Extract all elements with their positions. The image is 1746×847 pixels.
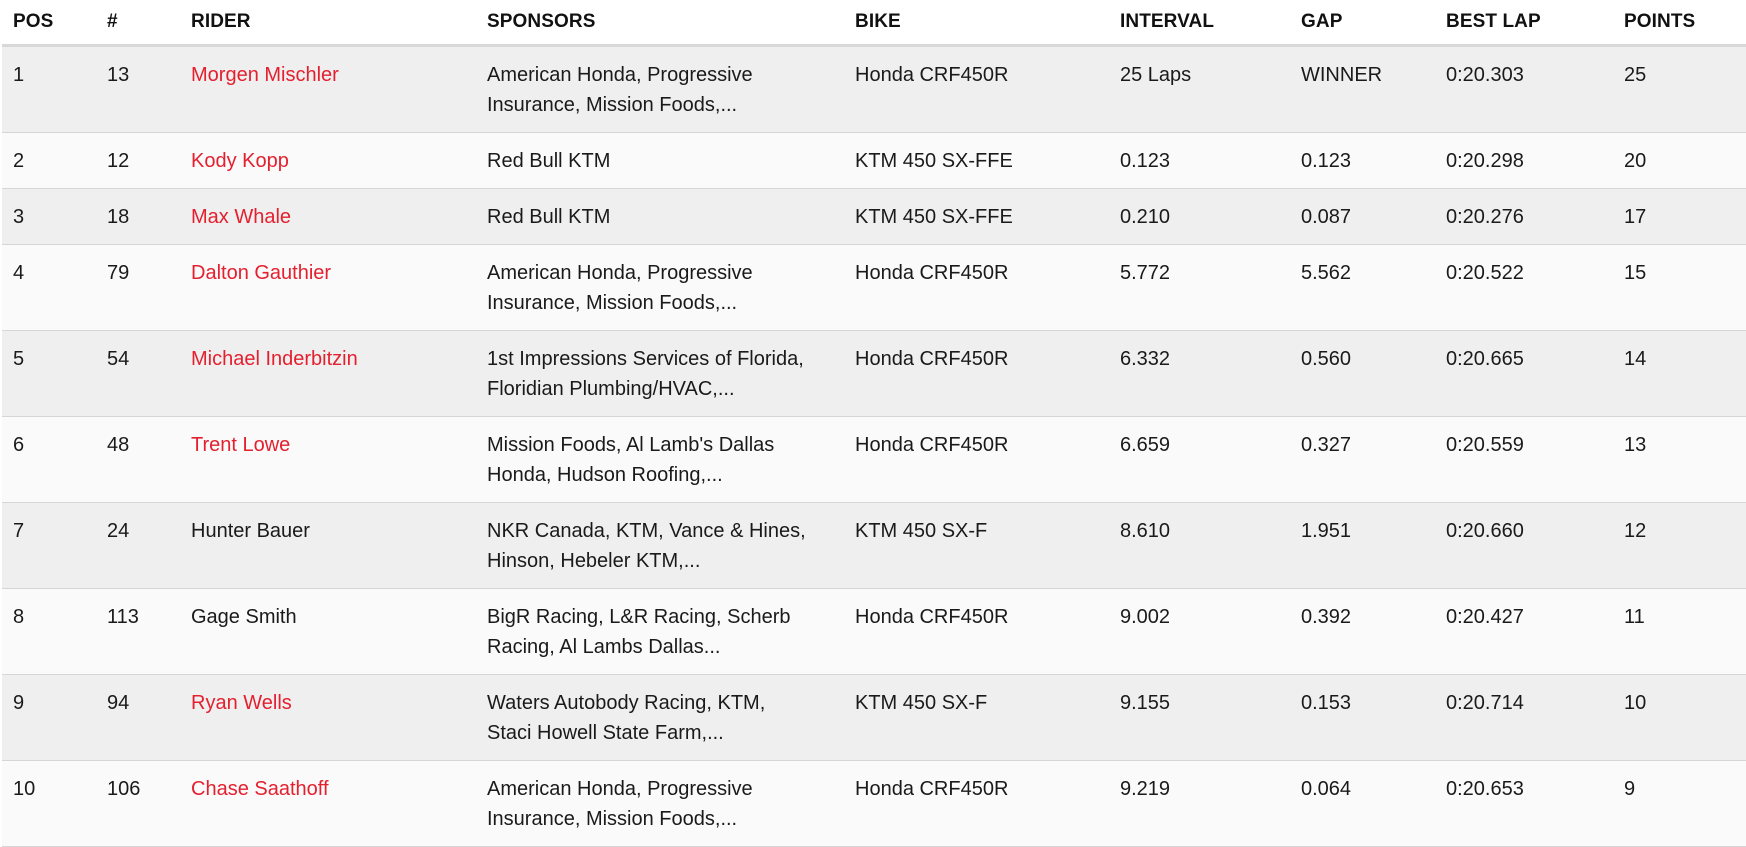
cell-pos: 1 <box>2 46 96 133</box>
cell-number: 12 <box>96 133 180 189</box>
cell-number: 113 <box>96 589 180 675</box>
table-row <box>2 503 1746 589</box>
cell-bike: KTM 450 SX-FFE <box>844 133 1109 189</box>
sponsors-line: Mission Foods, Al Lamb's Dallas <box>487 434 775 456</box>
column-header-rider[interactable]: RIDER <box>180 0 476 46</box>
cell-rider <box>180 417 476 503</box>
cell-sponsors <box>476 133 844 189</box>
cell-sponsors <box>476 245 844 331</box>
cell-gap: 0.153 <box>1290 675 1435 761</box>
cell-number: 79 <box>96 245 180 331</box>
cell-rider <box>180 189 476 245</box>
cell-pos: 2 <box>2 133 96 189</box>
column-header-gap[interactable]: GAP <box>1290 0 1435 46</box>
table-header <box>2 0 1746 46</box>
cell-pos: 8 <box>2 589 96 675</box>
cell-sponsors <box>476 46 844 133</box>
rider-name: Hunter Bauer <box>191 520 310 542</box>
cell-interval: 9.219 <box>1109 761 1290 847</box>
sponsors-line: Red Bull KTM <box>487 206 611 228</box>
column-header-points[interactable]: POINTS <box>1613 0 1746 46</box>
cell-gap: 0.087 <box>1290 189 1435 245</box>
cell-bike: Honda CRF450R <box>844 245 1109 331</box>
cell-sponsors <box>476 189 844 245</box>
cell-points: 10 <box>1613 675 1746 761</box>
rider-link[interactable]: Morgen Mischler <box>191 64 339 86</box>
sponsors-line: Waters Autobody Racing, KTM, <box>487 692 766 714</box>
sponsors-line: Insurance, Mission Foods,... <box>487 808 738 830</box>
cell-rider <box>180 46 476 133</box>
column-header-sponsors[interactable]: SPONSORS <box>476 0 844 46</box>
sponsors-line: NKR Canada, KTM, Vance & Hines, <box>487 520 806 542</box>
cell-interval: 0.123 <box>1109 133 1290 189</box>
sponsors-line: American Honda, Progressive <box>487 778 753 800</box>
cell-gap: 0.327 <box>1290 417 1435 503</box>
cell-bike: KTM 450 SX-FFE <box>844 189 1109 245</box>
table-row <box>2 46 1746 133</box>
sponsors-line: 1st Impressions Services of Florida, <box>487 348 804 370</box>
cell-rider <box>180 503 476 589</box>
cell-points: 25 <box>1613 46 1746 133</box>
cell-interval: 5.772 <box>1109 245 1290 331</box>
cell-points: 20 <box>1613 133 1746 189</box>
cell-points: 13 <box>1613 417 1746 503</box>
table-body <box>2 46 1746 847</box>
cell-bike: KTM 450 SX-F <box>844 675 1109 761</box>
sponsors-line: BigR Racing, L&R Racing, Scherb <box>487 606 791 628</box>
table-row <box>2 417 1746 503</box>
table-row <box>2 245 1746 331</box>
cell-interval: 25 Laps <box>1109 46 1290 133</box>
cell-best-lap: 0:20.303 <box>1435 46 1613 133</box>
cell-best-lap: 0:20.276 <box>1435 189 1613 245</box>
cell-interval: 6.659 <box>1109 417 1290 503</box>
cell-sponsors <box>476 589 844 675</box>
sponsors-line: Staci Howell State Farm,... <box>487 722 724 744</box>
rider-link[interactable]: Ryan Wells <box>191 692 292 714</box>
cell-best-lap: 0:20.653 <box>1435 761 1613 847</box>
cell-sponsors <box>476 761 844 847</box>
table-row <box>2 589 1746 675</box>
cell-best-lap: 0:20.559 <box>1435 417 1613 503</box>
cell-number: 54 <box>96 331 180 417</box>
cell-rider <box>180 245 476 331</box>
cell-sponsors <box>476 417 844 503</box>
sponsors-line: Floridian Plumbing/HVAC,... <box>487 378 735 400</box>
cell-bike: Honda CRF450R <box>844 46 1109 133</box>
cell-points: 17 <box>1613 189 1746 245</box>
cell-pos: 4 <box>2 245 96 331</box>
cell-points: 11 <box>1613 589 1746 675</box>
table-row <box>2 331 1746 417</box>
cell-number: 13 <box>96 46 180 133</box>
cell-best-lap: 0:20.665 <box>1435 331 1613 417</box>
rider-link[interactable]: Max Whale <box>191 206 292 228</box>
table-row <box>2 675 1746 761</box>
cell-gap: 0.392 <box>1290 589 1435 675</box>
cell-best-lap: 0:20.427 <box>1435 589 1613 675</box>
cell-gap: 5.562 <box>1290 245 1435 331</box>
rider-link[interactable]: Kody Kopp <box>191 150 289 172</box>
cell-gap: 0.123 <box>1290 133 1435 189</box>
cell-rider <box>180 761 476 847</box>
sponsors-line: Red Bull KTM <box>487 150 611 172</box>
column-header-pos[interactable]: POS <box>2 0 96 46</box>
cell-gap: 0.560 <box>1290 331 1435 417</box>
cell-number: 94 <box>96 675 180 761</box>
cell-interval: 0.210 <box>1109 189 1290 245</box>
cell-pos: 7 <box>2 503 96 589</box>
cell-points: 14 <box>1613 331 1746 417</box>
results-table <box>2 0 1746 847</box>
cell-rider <box>180 331 476 417</box>
cell-bike: Honda CRF450R <box>844 589 1109 675</box>
rider-link[interactable]: Dalton Gauthier <box>191 262 332 284</box>
cell-sponsors <box>476 503 844 589</box>
cell-number: 48 <box>96 417 180 503</box>
cell-pos: 6 <box>2 417 96 503</box>
cell-interval: 9.002 <box>1109 589 1290 675</box>
sponsors-line: American Honda, Progressive <box>487 64 753 86</box>
cell-rider <box>180 589 476 675</box>
column-header-number[interactable]: # <box>96 0 180 46</box>
sponsors-line: American Honda, Progressive <box>487 262 753 284</box>
cell-interval: 6.332 <box>1109 331 1290 417</box>
rider-name: Gage Smith <box>191 606 297 628</box>
cell-best-lap: 0:20.298 <box>1435 133 1613 189</box>
cell-pos: 9 <box>2 675 96 761</box>
rider-link[interactable]: Chase Saathoff <box>191 778 329 800</box>
table-row <box>2 761 1746 847</box>
cell-rider <box>180 675 476 761</box>
sponsors-line: Insurance, Mission Foods,... <box>487 292 738 314</box>
cell-pos: 3 <box>2 189 96 245</box>
cell-interval: 8.610 <box>1109 503 1290 589</box>
sponsors-line: Racing, Al Lambs Dallas... <box>487 636 721 658</box>
column-header-best-lap[interactable]: BEST LAP <box>1435 0 1613 46</box>
cell-best-lap: 0:20.522 <box>1435 245 1613 331</box>
cell-best-lap: 0:20.660 <box>1435 503 1613 589</box>
cell-rider <box>180 133 476 189</box>
table-row <box>2 189 1746 245</box>
cell-best-lap: 0:20.714 <box>1435 675 1613 761</box>
sponsors-line: Insurance, Mission Foods,... <box>487 94 738 116</box>
cell-sponsors <box>476 331 844 417</box>
column-header-interval[interactable]: INTERVAL <box>1109 0 1290 46</box>
cell-sponsors <box>476 675 844 761</box>
cell-gap: WINNER <box>1290 46 1435 133</box>
cell-interval: 9.155 <box>1109 675 1290 761</box>
cell-points: 9 <box>1613 761 1746 847</box>
rider-link[interactable]: Trent Lowe <box>191 434 291 456</box>
sponsors-line: Honda, Hudson Roofing,... <box>487 464 723 486</box>
table-row <box>2 133 1746 189</box>
header-row <box>2 0 1746 46</box>
cell-bike: Honda CRF450R <box>844 761 1109 847</box>
cell-bike: KTM 450 SX-F <box>844 503 1109 589</box>
sponsors-line: Hinson, Hebeler KTM,... <box>487 550 701 572</box>
cell-bike: Honda CRF450R <box>844 331 1109 417</box>
cell-points: 15 <box>1613 245 1746 331</box>
column-header-bike[interactable]: BIKE <box>844 0 1109 46</box>
cell-points: 12 <box>1613 503 1746 589</box>
cell-number: 106 <box>96 761 180 847</box>
rider-link[interactable]: Michael Inderbitzin <box>191 348 358 370</box>
cell-number: 18 <box>96 189 180 245</box>
cell-gap: 0.064 <box>1290 761 1435 847</box>
cell-number: 24 <box>96 503 180 589</box>
cell-bike: Honda CRF450R <box>844 417 1109 503</box>
cell-pos: 10 <box>2 761 96 847</box>
cell-pos: 5 <box>2 331 96 417</box>
cell-gap: 1.951 <box>1290 503 1435 589</box>
